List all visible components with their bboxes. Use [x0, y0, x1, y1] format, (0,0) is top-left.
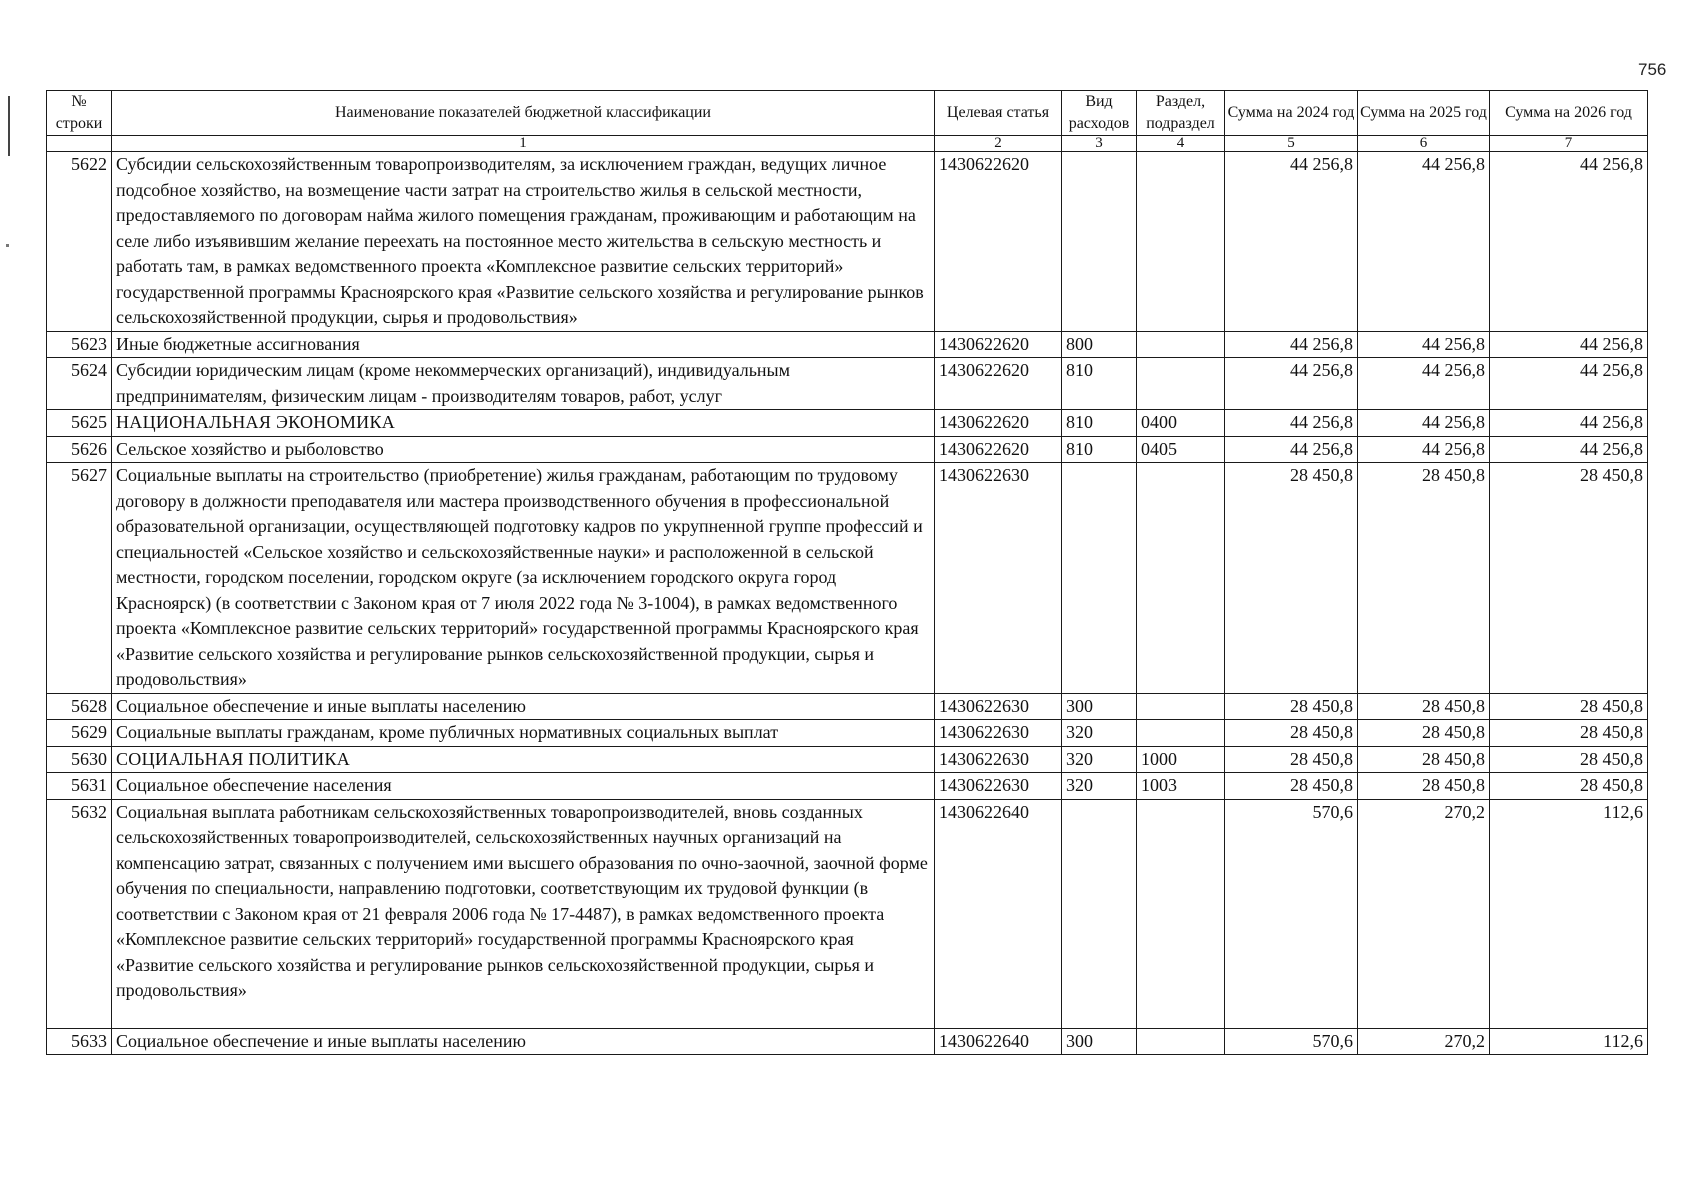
expense-type: 800: [1062, 331, 1137, 358]
sum-2025: 270,2: [1358, 1028, 1490, 1055]
column-number: 1: [112, 136, 935, 152]
sum-2024: 44 256,8: [1225, 410, 1358, 437]
target-article: 1430622640: [935, 1028, 1062, 1055]
section-code: [1137, 720, 1225, 747]
column-number: 2: [935, 136, 1062, 152]
column-number-row: [47, 136, 1648, 152]
table-row: [47, 152, 1648, 332]
sum-2025: 28 450,8: [1358, 746, 1490, 773]
expense-type: [1062, 799, 1137, 1028]
sum-2025: 28 450,8: [1358, 720, 1490, 747]
row-number: 5633: [47, 1028, 112, 1055]
sum-2024: 570,6: [1225, 799, 1358, 1028]
target-article: 1430622630: [935, 720, 1062, 747]
target-article: 1430622630: [935, 773, 1062, 800]
indicator-name: Социальные выплаты на строительство (приобретение) жилья гражданам, работающим по трудовому договору в должности преподавателя или мастера производственного обучения в профессиональной образовательной организации, осуществляющей подготовку кадров по укрупненной группе профессий и специальностей «Сельское хозяйство и сельскохозяйственные науки» и расположенной в сельской местности, городском поселении, городском округе (за исключением городского округа город Красноярск) (в соответствии с Законом края от 7 июля 2022 года № 3-1004), в рамках ведомственного проекта «Комплексное развитие сельских территорий» государственной программы Красноярского края «Развитие сельского хозяйства и регулирование рынков сельскохозяйственной продукции, сырья и продовольствия»: [112, 463, 935, 694]
indicator-name: Социальное обеспечение населения: [112, 773, 935, 800]
sum-2026: 28 450,8: [1490, 746, 1648, 773]
section-code: 1003: [1137, 773, 1225, 800]
header-row: [47, 91, 1648, 136]
expense-type: 810: [1062, 358, 1137, 410]
table-row: [47, 358, 1648, 410]
target-article: 1430622630: [935, 463, 1062, 694]
row-number: 5629: [47, 720, 112, 747]
sum-2026: 28 450,8: [1490, 773, 1648, 800]
section-code: 0405: [1137, 436, 1225, 463]
header-section: Раздел, подраздел: [1137, 91, 1225, 136]
header-sum-2024: Сумма на 2024 год: [1225, 91, 1358, 136]
scan-artifact-dot: [6, 244, 9, 247]
row-number: 5626: [47, 436, 112, 463]
sum-2026: 44 256,8: [1490, 410, 1648, 437]
sum-2026: 44 256,8: [1490, 152, 1648, 332]
row-number: 5632: [47, 799, 112, 1028]
indicator-name: Субсидии сельскохозяйственным товаропроизводителям, за исключением граждан, ведущих личное подсобное хозяйство, на возмещение части затрат на строительство жилья в сельской местности, предоставляемого по договорам найма жилого помещения гражданам, проживающим и работающим на селе либо изъявившим желание переехать на постоянное место жительства в сельскую местность и работать там, в рамках ведомственного проекта «Комплексное развитие сельских территорий» государственной программы Красноярского края «Развитие сельского хозяйства и регулирование рынков сельскохозяйственной продукции, сырья и продовольствия»: [112, 152, 935, 332]
expense-type: 300: [1062, 693, 1137, 720]
column-number: [47, 136, 112, 152]
sum-2024: 44 256,8: [1225, 436, 1358, 463]
target-article: 1430622620: [935, 410, 1062, 437]
row-number: 5627: [47, 463, 112, 694]
header-sum-2025: Сумма на 2025 год: [1358, 91, 1490, 136]
sum-2025: 270,2: [1358, 799, 1490, 1028]
sum-2026: 44 256,8: [1490, 436, 1648, 463]
table-row: [47, 463, 1648, 694]
indicator-name: Социальная выплата работникам сельскохозяйственных товаропроизводителей, вновь созданных сельскохозяйственных товаропроизводителей, сельскохозяйственных научных организаций на компенсацию затрат, связанных с получением ими высшего образования по очно-заочной, заочной форме обучения по специальности, направлению подготовки, соответствующим их трудовой функции (в соответствии с Законом края от 21 февраля 2006 года № 17-4487), в рамках ведомственного проекта «Комплексное развитие сельских территорий» государственной программы Красноярского края «Развитие сельского хозяйства и регулирование рынков сельскохозяйственной продукции, сырья и продовольствия»: [112, 799, 935, 1028]
sum-2025: 28 450,8: [1358, 693, 1490, 720]
sum-2025: 44 256,8: [1358, 152, 1490, 332]
header-indicator-name: Наименование показателей бюджетной классификации: [112, 91, 935, 136]
sum-2026: 28 450,8: [1490, 720, 1648, 747]
page-number: 756: [1638, 60, 1667, 79]
target-article: 1430622620: [935, 152, 1062, 332]
sum-2026: 112,6: [1490, 799, 1648, 1028]
sum-2024: 44 256,8: [1225, 331, 1358, 358]
sum-2026: 28 450,8: [1490, 463, 1648, 694]
target-article: 1430622620: [935, 358, 1062, 410]
section-code: [1137, 463, 1225, 694]
indicator-name: Иные бюджетные ассигнования: [112, 331, 935, 358]
row-number: 5624: [47, 358, 112, 410]
column-number: 5: [1225, 136, 1358, 152]
indicator-name: Социальное обеспечение и иные выплаты населению: [112, 1028, 935, 1055]
indicator-name: Социальное обеспечение и иные выплаты населению: [112, 693, 935, 720]
indicator-name: Социальные выплаты гражданам, кроме публичных нормативных социальных выплат: [112, 720, 935, 747]
expense-type: 320: [1062, 773, 1137, 800]
sum-2024: 44 256,8: [1225, 152, 1358, 332]
target-article: 1430622640: [935, 799, 1062, 1028]
indicator-name: Сельское хозяйство и рыболовство: [112, 436, 935, 463]
sum-2025: 28 450,8: [1358, 773, 1490, 800]
header-row-number: № строки: [47, 91, 112, 136]
sum-2024: 28 450,8: [1225, 773, 1358, 800]
section-code: 0400: [1137, 410, 1225, 437]
expense-type: [1062, 152, 1137, 332]
table-row: [47, 331, 1648, 358]
row-number: 5622: [47, 152, 112, 332]
row-number: 5625: [47, 410, 112, 437]
row-number: 5630: [47, 746, 112, 773]
sum-2024: 28 450,8: [1225, 463, 1358, 694]
sum-2025: 44 256,8: [1358, 410, 1490, 437]
sum-2024: 570,6: [1225, 1028, 1358, 1055]
table-row: [47, 720, 1648, 747]
row-number: 5631: [47, 773, 112, 800]
sum-2025: 44 256,8: [1358, 358, 1490, 410]
section-code: 1000: [1137, 746, 1225, 773]
column-number: 3: [1062, 136, 1137, 152]
target-article: 1430622630: [935, 693, 1062, 720]
section-code: [1137, 331, 1225, 358]
target-article: 1430622620: [935, 436, 1062, 463]
sum-2026: 44 256,8: [1490, 358, 1648, 410]
expense-type: [1062, 463, 1137, 694]
row-number: 5623: [47, 331, 112, 358]
row-number: 5628: [47, 693, 112, 720]
column-number: 4: [1137, 136, 1225, 152]
section-code: [1137, 799, 1225, 1028]
table-row: [47, 799, 1648, 1028]
indicator-name: НАЦИОНАЛЬНАЯ ЭКОНОМИКА: [112, 410, 935, 437]
sum-2025: 44 256,8: [1358, 436, 1490, 463]
sum-2026: 112,6: [1490, 1028, 1648, 1055]
section-code: [1137, 693, 1225, 720]
table-row: [47, 410, 1648, 437]
sum-2026: 44 256,8: [1490, 331, 1648, 358]
header-sum-2026: Сумма на 2026 год: [1490, 91, 1648, 136]
target-article: 1430622630: [935, 746, 1062, 773]
sum-2025: 44 256,8: [1358, 331, 1490, 358]
sum-2024: 28 450,8: [1225, 720, 1358, 747]
sum-2025: 28 450,8: [1358, 463, 1490, 694]
column-number: 7: [1490, 136, 1648, 152]
section-code: [1137, 152, 1225, 332]
header-expense-type: Вид расходов: [1062, 91, 1137, 136]
sum-2024: 28 450,8: [1225, 746, 1358, 773]
sum-2026: 28 450,8: [1490, 693, 1648, 720]
scan-artifact-line: [8, 96, 10, 156]
expense-type: 320: [1062, 746, 1137, 773]
indicator-name: Субсидии юридическим лицам (кроме некоммерческих организаций), индивидуальным предпринимателям, физическим лицам - производителям товаров, работ, услуг: [112, 358, 935, 410]
expense-type: 810: [1062, 410, 1137, 437]
expense-type: 810: [1062, 436, 1137, 463]
section-code: [1137, 358, 1225, 410]
target-article: 1430622620: [935, 331, 1062, 358]
expense-type: 300: [1062, 1028, 1137, 1055]
sum-2024: 28 450,8: [1225, 693, 1358, 720]
table-row: [47, 773, 1648, 800]
table-row: [47, 436, 1648, 463]
sum-2024: 44 256,8: [1225, 358, 1358, 410]
expense-type: 320: [1062, 720, 1137, 747]
header-target-article: Целевая статья: [935, 91, 1062, 136]
budget-table: [46, 90, 1648, 1055]
column-number: 6: [1358, 136, 1490, 152]
section-code: [1137, 1028, 1225, 1055]
indicator-name: СОЦИАЛЬНАЯ ПОЛИТИКА: [112, 746, 935, 773]
table-row: [47, 746, 1648, 773]
table-row: [47, 693, 1648, 720]
table-row: [47, 1028, 1648, 1055]
